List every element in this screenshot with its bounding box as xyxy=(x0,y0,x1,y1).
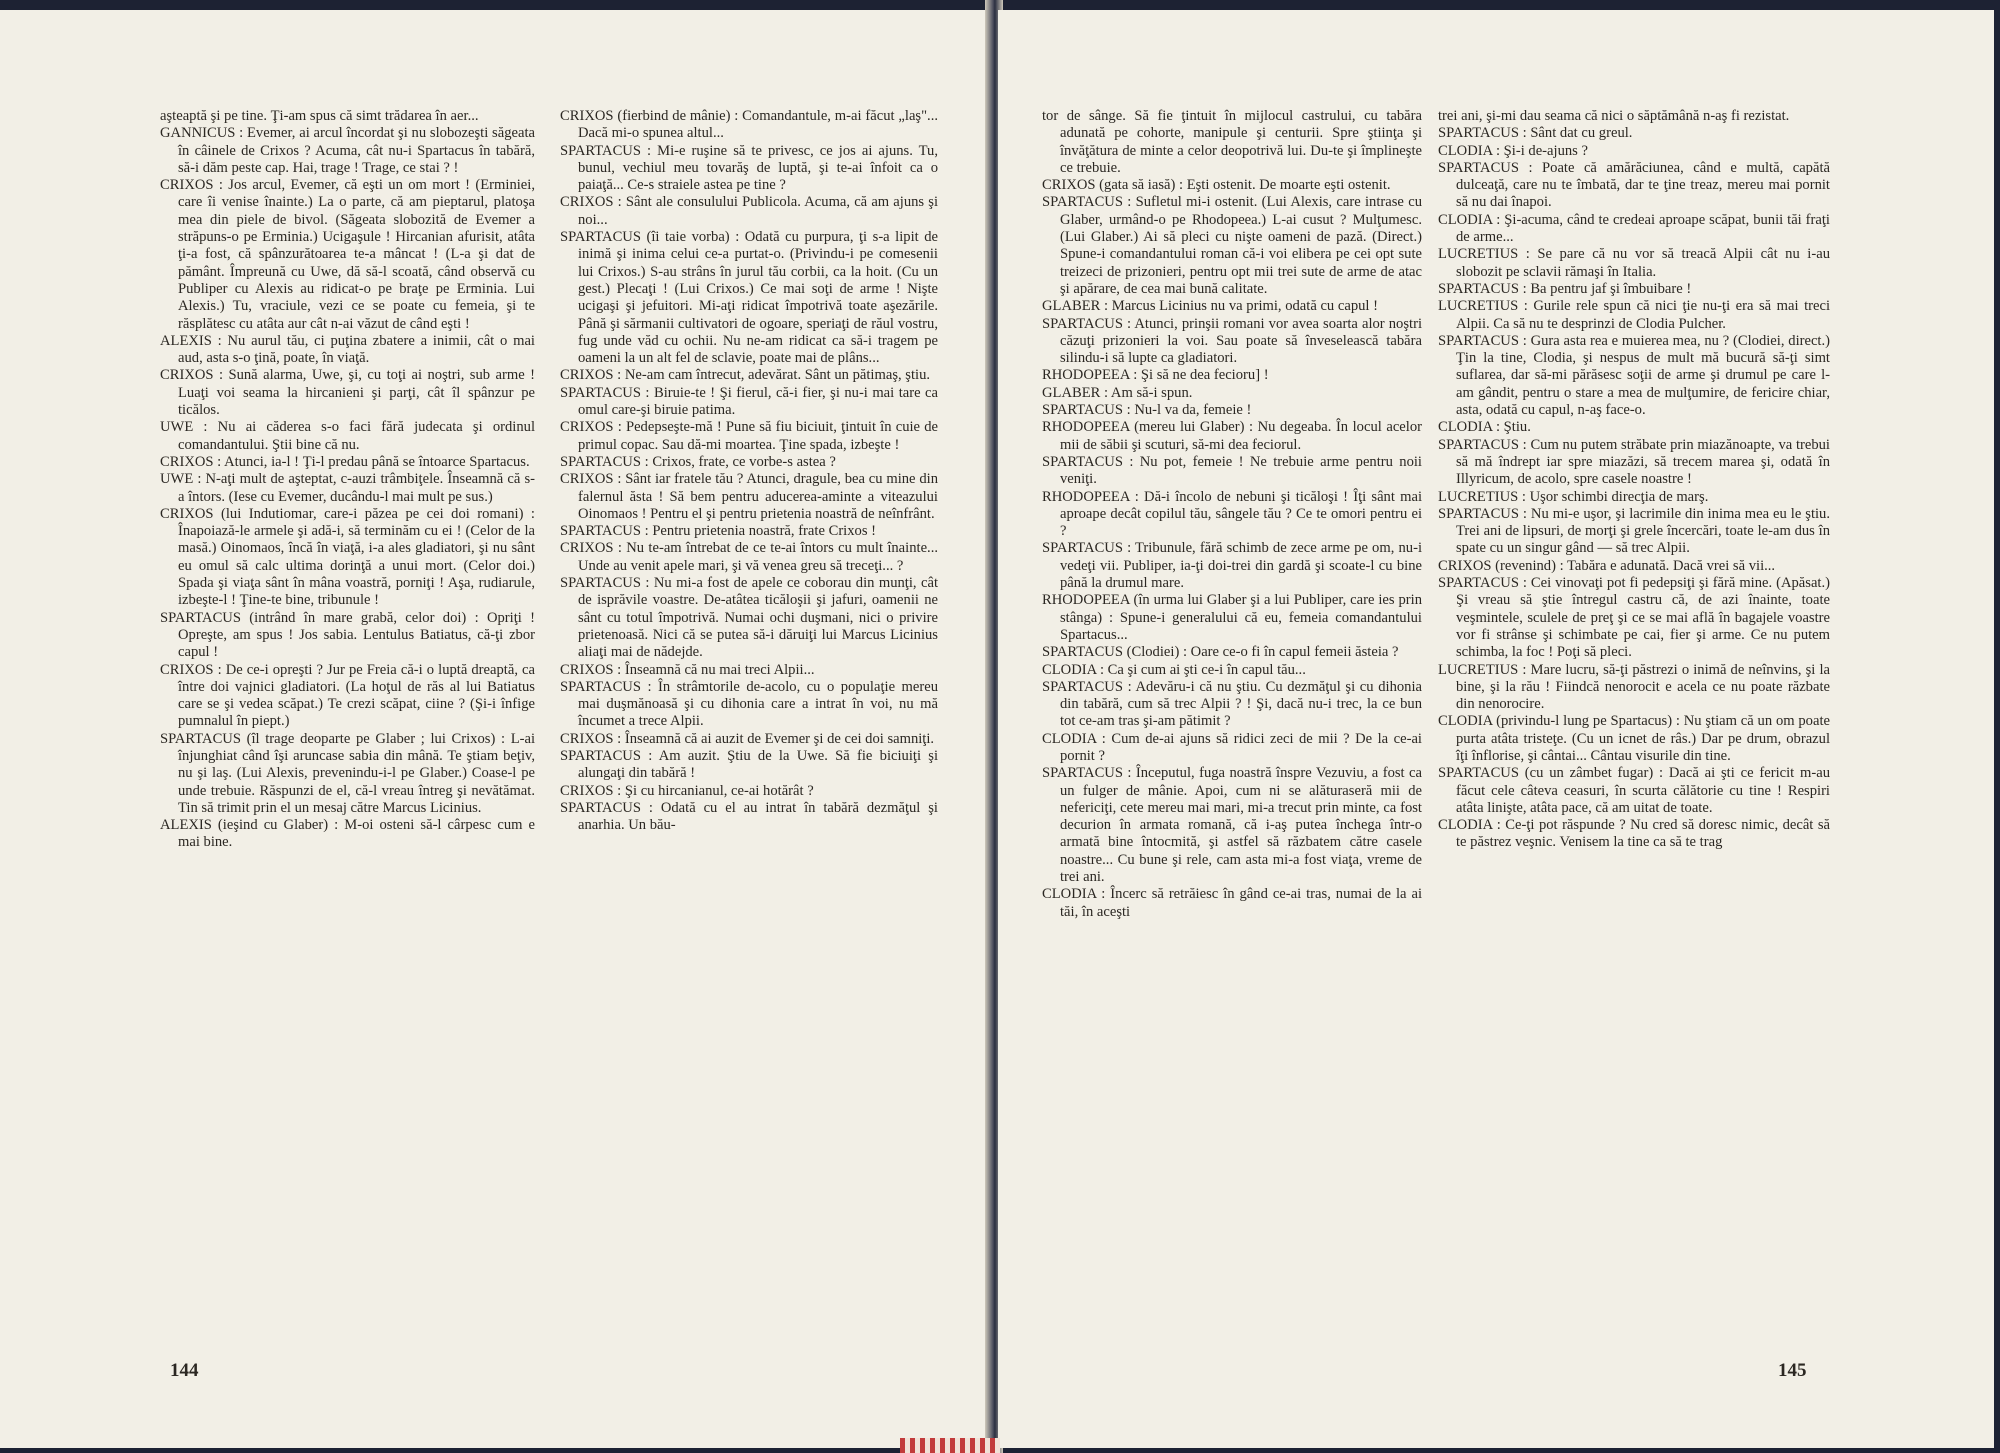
dialogue-paragraph: CRIXOS : Sună alarma, Uwe, şi, cu toţi ai noştri, sub arme ! Luaţi voi seama la hircanieni şi parţi, cât îl spânzur pe ticălos. xyxy=(160,367,535,419)
dialogue-paragraph: SPARTACUS : Adevăru-i că nu ştiu. Cu dezmăţul şi cu dihonia din tabără, cum să trec Alpii ? ! Şi, dacă nu-i trec, la ce bun tot ce-am tras şi-am pătimit ? xyxy=(1042,678,1422,730)
dialogue-paragraph: SPARTACUS : Atunci, prinşii romani vor avea soarta alor noştri căzuţi prizonieri la voi. Sau poate să înveselească tabăra silindu-i să lupte ca gladiatori. xyxy=(1042,315,1422,367)
dialogue-paragraph: CLODIA : Şi-i de-ajuns ? xyxy=(1438,142,1588,159)
dialogue-paragraph: ALEXIS (ieşind cu Glaber) : M-oi osteni să-l cârpesc cum e mai bine. xyxy=(160,817,535,851)
left-page-column-1 xyxy=(160,108,535,852)
dialogue-paragraph: SPARTACUS : Sânt dat cu greul. xyxy=(1438,125,1633,142)
dialogue-paragraph: SPARTACUS : Cei vinovaţi pot fi pedepsiţi şi fără mine. (Apăsat.) Şi vreau să ştie întregul castru că, de azi înainte, toate veşmintele, sculele de preţ şi ce se mai află în bagajele voastre vor fi strânse şi schimbate pe cai, fier şi arme. Ce nu putem schimba, la foc ! Poţi să pleci. xyxy=(1438,575,1830,661)
right-page-column-2 xyxy=(1438,108,1830,852)
dialogue-paragraph: ALEXIS : Nu aurul tău, ci puţina zbatere a inimii, cât o mai aud, asta s-o ţină, poate, în viaţă. xyxy=(160,332,535,367)
dialogue-paragraph: SPARTACUS : Începutul, fuga noastră înspre Vezuviu, a fost ca un fulger de mânie. Apoi, cum ni se alăturaseră mii de nefericiţi, cete mereu mai mari, mi-a trecut prin minte, ca fost decurion în armata romană, că i-aş putea închega într-o armată bine întocmită, şi astfel să răzbatem către casele noastre... Cu bune şi rele, cam asta mi-a fost viaţa, vreme de trei ani. xyxy=(1042,765,1422,886)
dialogue-paragraph: CLODIA : Încerc să retrăiesc în gând ce-ai tras, numai de la ai tăi, în aceşti xyxy=(1042,886,1422,920)
dialogue-paragraph: SPARTACUS (cu un zâmbet fugar) : Dacă ai şti ce fericit m-au făcut cele câteva ceasuri, în scurta călătorie cu tine ! Respiri atâta linişte, atâta pace, că am uitat de toate. xyxy=(1438,765,1830,816)
dialogue-paragraph: CRIXOS : Sânt iar fratele tău ? Atunci, dragule, bea cu mine din falernul ăsta ! Să bem pentru aducerea-aminte a viteazului Oinomaos ! Pentru el şi pentru prietenia noastră de neînfrânt. xyxy=(560,471,938,522)
dialogue-paragraph: CRIXOS (revenind) : Tabăra e adunată. Dacă vrei să vii... xyxy=(1438,557,1776,574)
dialogue-paragraph: LUCRETIUS : Mare lucru, să-ţi păstrezi o inimă de neînvins, şi la bine, şi la rău ! Fiindcă nenorocit e acela ce nu poate răzbate din nenorocire. xyxy=(1438,661,1830,713)
dialogue-paragraph: RHODOPEEA (în urma lui Glaber şi a lui Publiper, care ies prin stânga) : Spune-i generalului că eu, femeia comandantului Spartacus... xyxy=(1042,592,1422,643)
dialogue-paragraph: CRIXOS (fierbind de mânie) : Comandantule, m-ai făcut „laş"... Dacă mi-o spunea altul... xyxy=(560,108,938,142)
dialogue-paragraph: UWE : N-aţi mult de aşteptat, c-auzi trâmbiţele. Înseamnă că s-a întors. (Iese cu Evemer, ducându-l mai mult pe sus.) xyxy=(160,471,535,505)
headband xyxy=(900,1438,1000,1453)
dialogue-paragraph: SPARTACUS (îl trage deoparte pe Glaber ; lui Crixos) : L-ai înjunghiat când îşi aruncase sabia din mână. Te ştiam beţiv, nu şi laş. (Lui Alexis, prevenindu-i-l pe Glaber.) Coase-l pe unde trebuie. Răspunzi de el, că-l vreau întreg şi nevătămat. Tin să trimit prin el un mesaj către Marcus Licinius. xyxy=(160,730,535,816)
dialogue-paragraph: SPARTACUS : Gura asta rea e muierea mea, nu ? (Clodiei, direct.) Ţin la tine, Clodia, şi nespus de mult mă bucură să-ţi simt suflarea, dar să-mi părăsesc soţii de arme şi drumul pe care l-am gândit, pentru o stare a mea de mulţumire, de fericire chiar, asta, odată cu capul, n-aş face-o. xyxy=(1438,332,1830,419)
dialogue-paragraph: GANNICUS : Evemer, ai arcul încordat şi nu slobozeşti săgeata în câinele de Crixos ? Acuma, cât nu-i Spartacus în tabără, să-i dăm peste cap. Hai, trage ! Trage, ce stai ? ! xyxy=(160,125,535,176)
dialogue-paragraph: SPARTACUS : Mi-e ruşine să te privesc, ce jos ai ajuns. Tu, bunul, vechiul meu tovarăş de luptă, şi te-ai înfoit ca o paiaţă... Ce-s straiele astea pe tine ? xyxy=(560,142,938,194)
dialogue-paragraph: CRIXOS : Atunci, ia-l ! Ţi-l predau până se întoarce Spartacus. xyxy=(160,453,530,470)
dialogue-paragraph: LUCRETIUS : Uşor schimbi direcţia de marş. xyxy=(1438,488,1709,505)
dialogue-paragraph: SPARTACUS : Nu-l va da, femeie ! xyxy=(1042,402,1252,419)
dialogue-paragraph: tor de sânge. Să fie ţintuit în mijlocul castrului, cu tabăra adunată pe cohorte, manipule şi centurii. Spre ştiinţa şi învăţătura de minte a celor deopotrivă lui. Du-te şi împlineşte ce trebuie. xyxy=(1042,108,1422,176)
dialogue-paragraph: SPARTACUS : Am auzit. Ştiu de la Uwe. Să fie biciuiţi şi alungaţi din tabără ! xyxy=(560,747,938,782)
page-number-right: 145 xyxy=(1778,1360,1807,1381)
dialogue-paragraph: GLABER : Marcus Licinius nu va primi, odată cu capul ! xyxy=(1042,298,1378,315)
dialogue-paragraph: SPARTACUS : Nu mi-a fost de apele ce coborau din munţi, cât de isprăvile voastre. De-atâtea ticăloşii şi jafuri, oamenii ne sânt cu totul împotrivă. Numai ochi duşmani, nici o privire prietenoasă. Nici că se putea să-i dăruiţi lui Marcus Licinius aliaţi mai de nădejde. xyxy=(560,575,938,661)
dialogue-paragraph: SPARTACUS : Pentru prietenia noastră, frate Crixos ! xyxy=(560,523,877,540)
left-page xyxy=(0,10,990,1448)
dialogue-paragraph: CLODIA (privindu-l lung pe Spartacus) : Nu ştiam că un om poate purta atâta tristeţe. (Cu un icnet de râs.) Dar pe drum, obrazul îţi înflorise, şi cântai... Cântau visurile din tine. xyxy=(1438,713,1830,764)
dialogue-paragraph: SPARTACUS : Crixos, frate, ce vorbe-s astea ? xyxy=(560,453,836,470)
dialogue-paragraph: SPARTACUS : Ba pentru jaf şi îmbuibare ! xyxy=(1438,280,1692,297)
left-page-column-2 xyxy=(560,108,938,834)
dialogue-paragraph: CRIXOS (lui Indutiomar, care-i păzea pe cei doi romani) : Înapoiază-le armele şi adă-i, să terminăm cu ei ! (Celor de la masă.) Oinomaos, încă în viaţă, i-a ales gladiatori, şi nu sânt eu omul să calc ultima dorinţă a unui mort. (Celor doi.) Spada şi viaţa sânt în mâna voastră, porniţi ! Aşa, rudiarule, izbeşte-l ! Ţine-te bine, tribunule ! xyxy=(160,505,535,609)
dialogue-paragraph: SPARTACUS (Clodiei) : Oare ce-o fi în capul femeii ăsteia ? xyxy=(1042,644,1399,661)
dialogue-paragraph: SPARTACUS : Biruie-te ! Şi fierul, că-i fier, şi nu-i mai tare ca omul care-şi biruie patima. xyxy=(560,384,938,419)
dialogue-paragraph: CRIXOS : Sânt ale consulului Publicola. Acuma, că am ajuns şi noi... xyxy=(560,194,938,228)
dialogue-paragraph: SPARTACUS : Poate că amărăciunea, când e multă, capătă dulceaţă, care nu te îmbată, dar te ţine treaz, mereu mai pornit să nu dai înapoi. xyxy=(1438,159,1830,211)
dialogue-paragraph: CLODIA : Ca şi cum ai şti ce-i în capul tău... xyxy=(1042,661,1306,678)
dialogue-paragraph: LUCRETIUS : Se pare că nu vor să treacă Alpii cât nu i-au slobozit pe sclavii rămaşi în Italia. xyxy=(1438,246,1830,280)
dialogue-paragraph: RHODOPEEA (mereu lui Glaber) : Nu degeaba. În locul acelor mii de săbii şi scuturi, să-mi dea feciorul. xyxy=(1042,419,1422,453)
dialogue-paragraph: CLODIA : Şi-acuma, când te credeai aproape scăpat, bunii tăi fraţi de arme... xyxy=(1438,211,1830,246)
dialogue-paragraph: SPARTACUS : Nu mi-e uşor, şi lacrimile din inima mea eu le ştiu. Trei ani de lipsuri, de morţi şi grele încercări, toate le-am dus în spate cu un singur gând — să trec Alpii. xyxy=(1438,505,1830,557)
dialogue-paragraph: UWE : Nu ai căderea s-o faci fără judecata şi ordinul comandantului. Ştii bine că nu. xyxy=(160,419,535,453)
dialogue-paragraph: CRIXOS : Ne-am cam întrecut, adevărat. Sânt un pătimaş, ştiu. xyxy=(560,367,931,384)
dialogue-paragraph: RHODOPEEA : Şi să ne dea fecioru] ! xyxy=(1042,367,1269,384)
dialogue-paragraph: CRIXOS : Înseamnă că nu mai treci Alpii... xyxy=(560,661,815,678)
page-number-left: 144 xyxy=(170,1360,199,1381)
dialogue-paragraph: CRIXOS : Nu te-am întrebat de ce te-ai întors cu mult înainte... Unde au venit apele mari, şi vă venea greu să treceţi... ? xyxy=(560,540,938,574)
dialogue-paragraph: CLODIA : Ştiu. xyxy=(1438,419,1531,436)
dialogue-paragraph: LUCRETIUS : Gurile rele spun că nici ţie nu-ţi era să mai treci Alpii. Ca să nu te desprinzi de Clodia Pulcher. xyxy=(1438,298,1830,332)
dialogue-paragraph: CRIXOS : Jos arcul, Evemer, că eşti un om mort ! (Erminiei, care îi venise înainte.) La o parte, că am pieptarul, platoşa mea din piele de bivol. (Săgeata slobozită de Evemer a străpuns-o pe Erminia.) Ucigaşule ! Hircanian afurisit, atâta ţi-a fost, că spânzurătoarea te-a mâncat ! (L-a şi dat de pământ. Împreună cu Uwe, dă să-l scoată, când observă cu Publiper cu Alexis au ridicat-o pe braţe pe Erminia. Lui Alexis.) Tu, vraciule, vezi ce se poate cu femeia, şi te răsplătesc cu atâta aur cât n-ai văzut de când eşti ! xyxy=(160,177,535,332)
dialogue-paragraph: CRIXOS : Înseamnă că ai auzit de Evemer şi de cei doi samniţi. xyxy=(560,730,935,747)
dialogue-paragraph: SPARTACUS (intrând în mare grabă, celor doi) : Opriţi ! Opreşte, am spus ! Jos sabia. Lentulus Batiatus, că-ţi zbor capul ! xyxy=(160,609,535,661)
dialogue-paragraph: GLABER : Am să-i spun. xyxy=(1042,384,1193,401)
dialogue-paragraph: SPARTACUS : Nu pot, femeie ! Ne trebuie arme pentru noii veniţi. xyxy=(1042,453,1422,488)
dialogue-paragraph: RHODOPEEA : Dă-i încolo de nebuni şi ticăloşi ! Îţi sânt mai aproape decât copilul tău, sângele tău ? Ce te omori pentru ei ? xyxy=(1042,488,1422,540)
dialogue-paragraph: CLODIA : Cum de-ai ajuns să ridici zeci de mii ? De la ce-ai pornit ? xyxy=(1042,730,1422,764)
dialogue-paragraph: trei ani, şi-mi dau seama că nici o săptămână n-aş fi rezistat. xyxy=(1438,108,1790,124)
right-page-column-1 xyxy=(1042,108,1422,921)
dialogue-paragraph: SPARTACUS (îi taie vorba) : Odată cu purpura, ţi s-a lipit de inimă şi inima celui ce-a purtat-o. (Privindu-i pe comesenii lui Crixos.) S-au strâns în jurul tău corbii, ca la hoit. (Cu un gest.) Plecaţi ! (Lui Crixos.) Ce mai soţi de arme ! Nişte ucigaşi şi jefuitori. Mi-aţi ridicat împotrivă toate aşezările. Până şi sărmanii cultivatori de ogoare, speriaţi de răul vostru, fug unde văd cu ochii. Nu ne-am ridicat ca să-i tragem pe oameni la un alt fel de sclavie, poate mai de plâns... xyxy=(560,229,938,367)
dialogue-paragraph: CRIXOS : Şi cu hircanianul, ce-ai hotărât ? xyxy=(560,782,814,799)
dialogue-paragraph: CRIXOS : De ce-i opreşti ? Jur pe Freia că-i o luptă dreaptă, ca între doi vajnici gladiatori. (La hoţul de răs al lui Batiatus care se şi vedea scăpat.) Te crezi scăpat, ciine ? (Şi-i înfige pumnalul în piept.) xyxy=(160,661,535,730)
right-page xyxy=(998,10,1994,1448)
dialogue-paragraph: SPARTACUS : Odată cu el au intrat în tabără dezmăţul şi anarhia. Un bău- xyxy=(560,799,938,834)
dialogue-paragraph: SPARTACUS : Cum nu putem străbate prin miazănoapte, va trebui să mă îndrept iar spre miazăzi, să trecem marea şi, odată în Illyricum, de acolo, spre casele noastre ! xyxy=(1438,436,1830,488)
dialogue-paragraph: SPARTACUS : Tribunule, fără schimb de zece arme pe om, nu-i vedeţi vii. Publiper, ia-ţi doi-trei din gardă şi scoate-l cu bine până la drumul mare. xyxy=(1042,540,1422,592)
dialogue-paragraph: aşteaptă şi pe tine. Ţi-am spus că simt trădarea în aer... xyxy=(160,108,479,124)
dialogue-paragraph: SPARTACUS : Sufletul mi-i ostenit. (Lui Alexis, care intrase cu Glaber, urmând-o pe Rhodopeea.) L-ai cusut ? Mulţumesc. (Lui Glaber.) Ai să pleci cu nişte oameni de pază. (Direct.) Spune-i comandantului roman că-i voi elibera pe cei opt sute treizeci de prizonieri, pentru opt mii trei sute de arme de atac şi apărare, de cea mai bună calitate. xyxy=(1042,194,1422,297)
dialogue-paragraph: CLODIA : Ce-ţi pot răspunde ? Nu cred să doresc nimic, decât să te păstrez veşnic. Venisem la tine ca să te trag xyxy=(1438,817,1830,851)
dialogue-paragraph: SPARTACUS : În strâmtorile de-acolo, cu o populaţie mereu mai duşmănoasă şi cu dihonia care a intrat în voi, nu mă încumet a trece Alpii. xyxy=(560,678,938,730)
dialogue-paragraph: CRIXOS : Pedepseşte-mă ! Pune să fiu biciuit, ţintuit în cuie de primul copac. Sau dă-mi moartea. Ţine spada, izbeşte ! xyxy=(560,419,938,453)
dialogue-paragraph: CRIXOS (gata să iasă) : Eşti ostenit. De moarte eşti ostenit. xyxy=(1042,177,1391,194)
